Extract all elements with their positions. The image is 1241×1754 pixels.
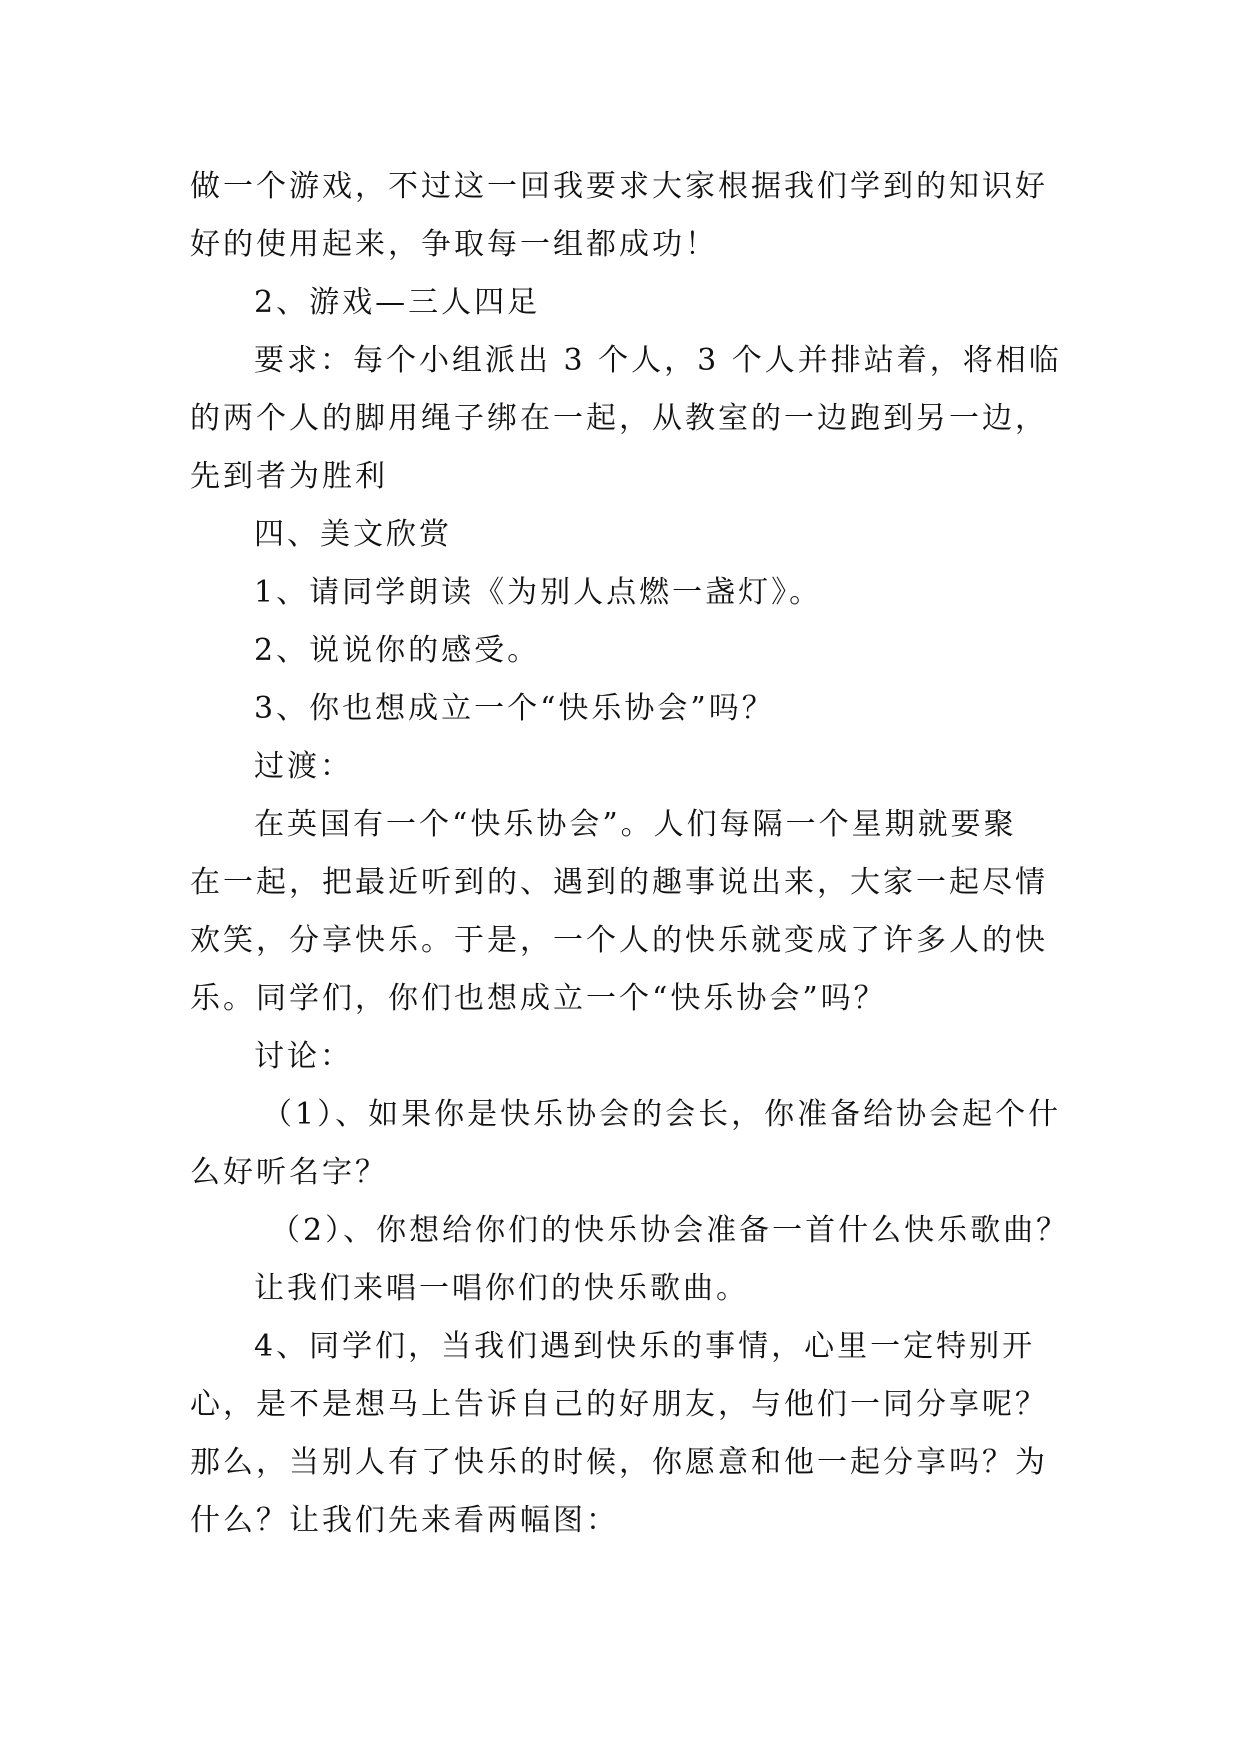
text-line: 4、同学们，当我们遇到快乐的事情，心里一定特别开 [254, 1329, 1036, 1364]
text-line: 做一个游戏，不过这一回我要求大家根据我们学到的知识好 [190, 169, 1048, 204]
text-line: 2、游戏—三人四足 [254, 285, 541, 320]
text-line: 过渡： [254, 749, 353, 784]
text-line: 让我们来唱一唱你们的快乐歌曲。 [254, 1271, 749, 1306]
text-line: 好的使用起来，争取每一组都成功！ [190, 227, 718, 262]
document-body [190, 158, 1070, 1550]
text-line: 1、请同学朗读《为别人点燃一盏灯》。 [254, 575, 823, 610]
text-line: 先到者为胜利 [190, 459, 388, 494]
text-line: 欢笑，分享快乐。于是，一个人的快乐就变成了许多人的快 [190, 923, 1048, 958]
text-line: 心，是不是想马上告诉自己的好朋友，与他们一同分享呢？ [190, 1387, 1048, 1422]
text-line: 要求：每个小组派出 3 个人，3 个人并排站着，将相临 [254, 343, 1062, 378]
text-line: 在英国有一个“快乐协会”。人们每隔一个星期就要聚 [254, 807, 1017, 842]
text-line: 那么，当别人有了快乐的时候，你愿意和他一起分享吗？为 [190, 1445, 1048, 1480]
text-line: （1）、如果你是快乐协会的会长，你准备给协会起个什 [262, 1097, 1062, 1132]
text-line: 什么？让我们先来看两幅图： [190, 1503, 619, 1538]
text-line: 讨论： [254, 1039, 353, 1074]
text-line: 乐。同学们，你们也想成立一个“快乐协会”吗？ [190, 981, 887, 1016]
text-line: 么好听名字？ [190, 1155, 388, 1190]
text-line: 的两个人的脚用绳子绑在一起，从教室的一边跑到另一边， [190, 401, 1048, 436]
text-line: （2）、你想给你们的快乐协会准备一首什么快乐歌曲？ [270, 1213, 1070, 1248]
section-heading: 四、美文欣赏 [254, 517, 452, 552]
text-line: 2、说说你的感受。 [254, 633, 541, 668]
text-line: 3、你也想成立一个“快乐协会”吗？ [254, 691, 775, 726]
text-line: 在一起，把最近听到的、遇到的趣事说出来，大家一起尽情 [190, 865, 1048, 900]
